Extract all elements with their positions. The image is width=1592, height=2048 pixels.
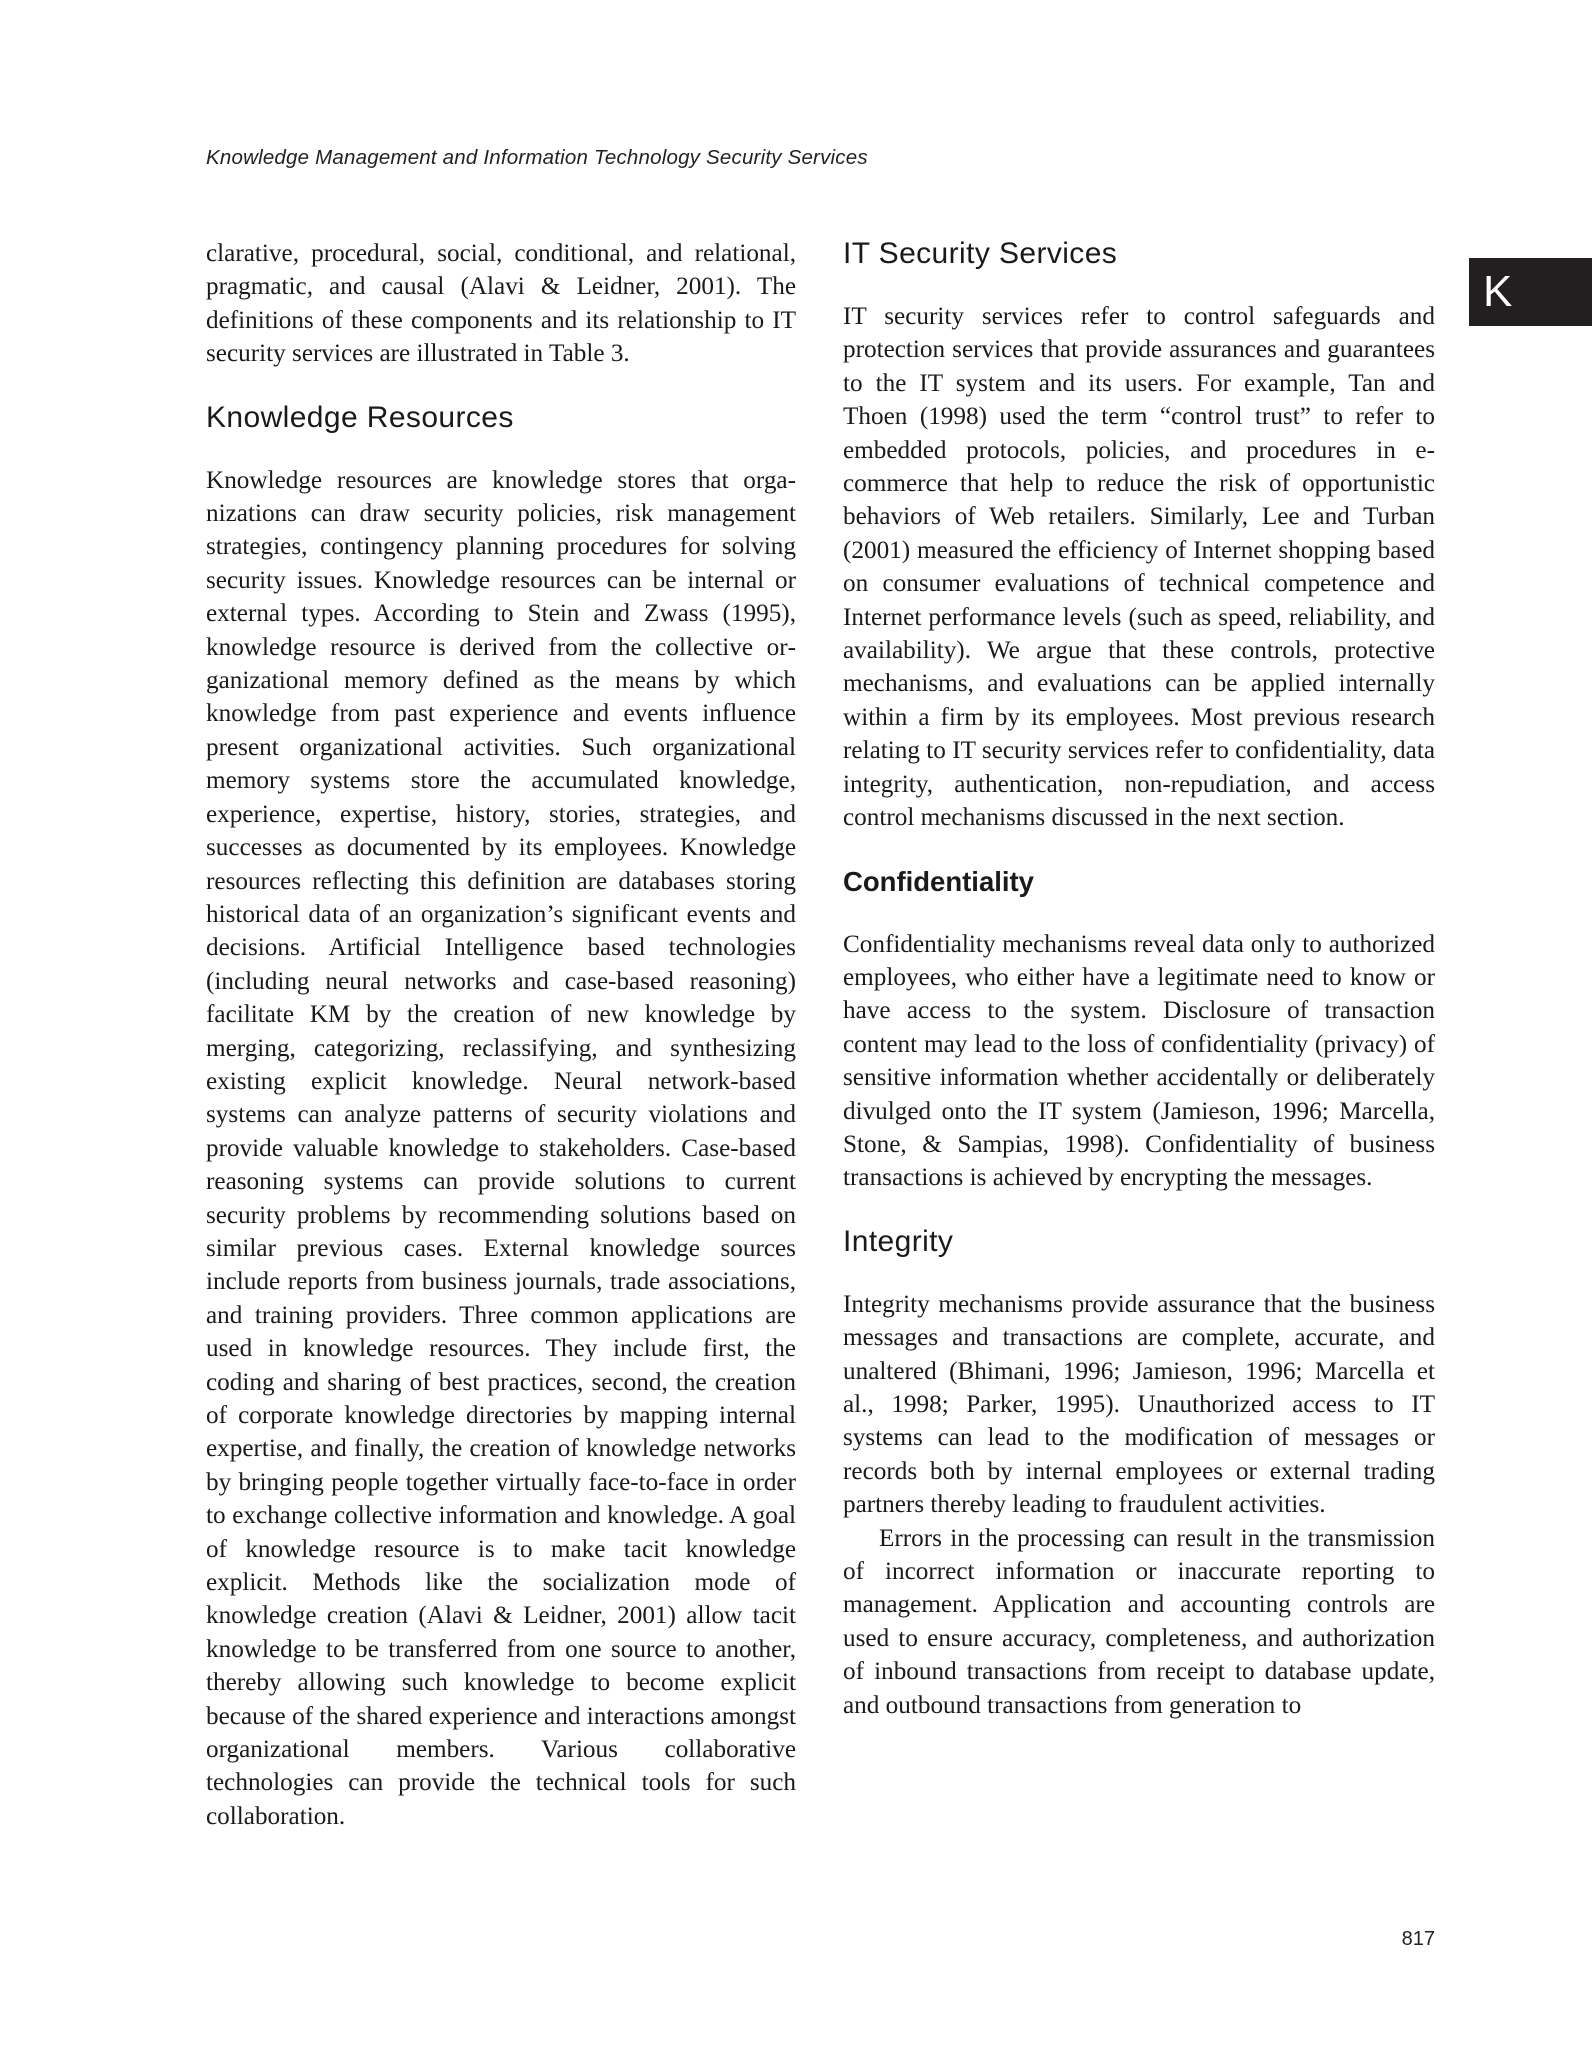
integrity-paragraph-2: Errors in the processing can result in the transmission of incorrect information or inaccurate reporting to management. Application and accounting controls are used to ensure accuracy, completeness, and authorization of inbound transactions from receipt to database update, and outbound transactions from generation to (843, 1524, 1435, 1719)
knowledge-resources-paragraph: Knowledge resources are knowledge stores that organizations can draw security policies, risk management strategies, contingency planning procedures for solving security issues. Knowledge resources can be internal or external types. According to Stein and Zwass (1995), knowledge resource is derived from the collective organizational memory defined as the means by which knowledge from past experience and events influence present organizational activities. Such organizational memory systems store the accumulated knowledge, experience, expertise, history, stories, strategies, and successes as documented by its employees. Knowledge resources reflecting this definition are databases storing historical data of an organization’s significant events and decisions. Artificial Intelligence based technologies (including neural networks and case-based reasoning) facilitate KM by the creation of new knowledge by merging, categorizing, reclassifying, and synthesizing existing explicit knowledge. Neural network-based systems can analyze patterns of security violations and provide valuable knowledge to stakeholders. Case-based reasoning systems can provide solutions to current security problems by recommending solutions based on similar previous cases. External knowledge sources include reports from business journals, trade associations, and training providers. Three common applications are used in knowledge resources. They include first, the coding and sharing of best practices, second, the creation of corporate knowledge directories by mapping internal expertise, and finally, the creation of knowledge networks by bringing people together virtually face-to-face in order to exchange collective information and knowledge. A goal of knowledge resource is to make tacit knowledge explicit. Methods like the socialization mode of knowledge creation (Alavi & Leidner, 2001) allow tacit knowledge to be transferred from one source to another, thereby allowing such knowledge to become explicit because of the shared experience and interactions amongst organizational members. Various collaborative technologies can provide the technical tools for such collaboration. (206, 466, 796, 1830)
left-column (206, 237, 796, 1833)
it-security-services-heading: IT Security Services (843, 237, 1118, 270)
integrity-heading: Integrity (843, 1224, 954, 1258)
right-column (843, 237, 1435, 1722)
section-thumb-tab: K (1469, 258, 1592, 326)
page-number: 817 (1401, 1928, 1435, 1950)
intro-paragraph: clarative, procedural, social, conditional, and relational, pragmatic, and causal (Alavi & Leidner, 2001). The definitions of these components and its relationship to IT security services are illustrated in Table 3. (206, 240, 796, 368)
it-security-services-paragraph: IT security services refer to control safeguards and protection services that provide assurances and guarantees to the IT system and its users. For example, Tan and Thoen (1998) used the term “control trust” to refer to embedded protocols, policies, and procedures in e-commerce that help to reduce the risk of opportunistic behaviors of Web retailers. Similarly, Lee and Turban (2001) measured the efficiency of Internet shopping based on consumer evaluations of technical competence and Internet performance levels (such as speed, reliability, and availability). We argue that these controls, protective mechanisms, and evaluations can be applied internally within a firm by its employees. Most previous research relating to IT security services refer to confidentiality, data integrity, authentication, non-repudiation, and access control mechanisms discussed in the next section. (843, 303, 1435, 832)
confidentiality-paragraph: Confidentiality mechanisms reveal data only to authorized employees, who either have a legitimate need to know or have access to the system. Disclosure of transaction content may lead to the loss of confidentiality (privacy) of sensitive information whether accidentally or deliberately divulged onto the IT system (Jamieson, 1996; Marcella, Stone, & Sampias, 1998). Confidentiality of business transactions is achieved by encrypting the messages. (843, 930, 1435, 1192)
confidentiality-heading: Confidentiality (843, 865, 1034, 897)
running-header: Knowledge Management and Information Technology Security Services (206, 146, 868, 169)
integrity-paragraph-1: Integrity mechanisms provide assurance that the business messages and transactions are complete, accurate, and unaltered (Bhimani, 1996; Jamieson, 1996; Marcella et al., 1998; Parker, 1995). Unauthorized access to IT systems can lead to the modification of messages or records both by internal employees or external trading partners thereby leading to fraudulent activities. (843, 1290, 1435, 1519)
knowledge-resources-heading: Knowledge Resources (206, 400, 514, 434)
